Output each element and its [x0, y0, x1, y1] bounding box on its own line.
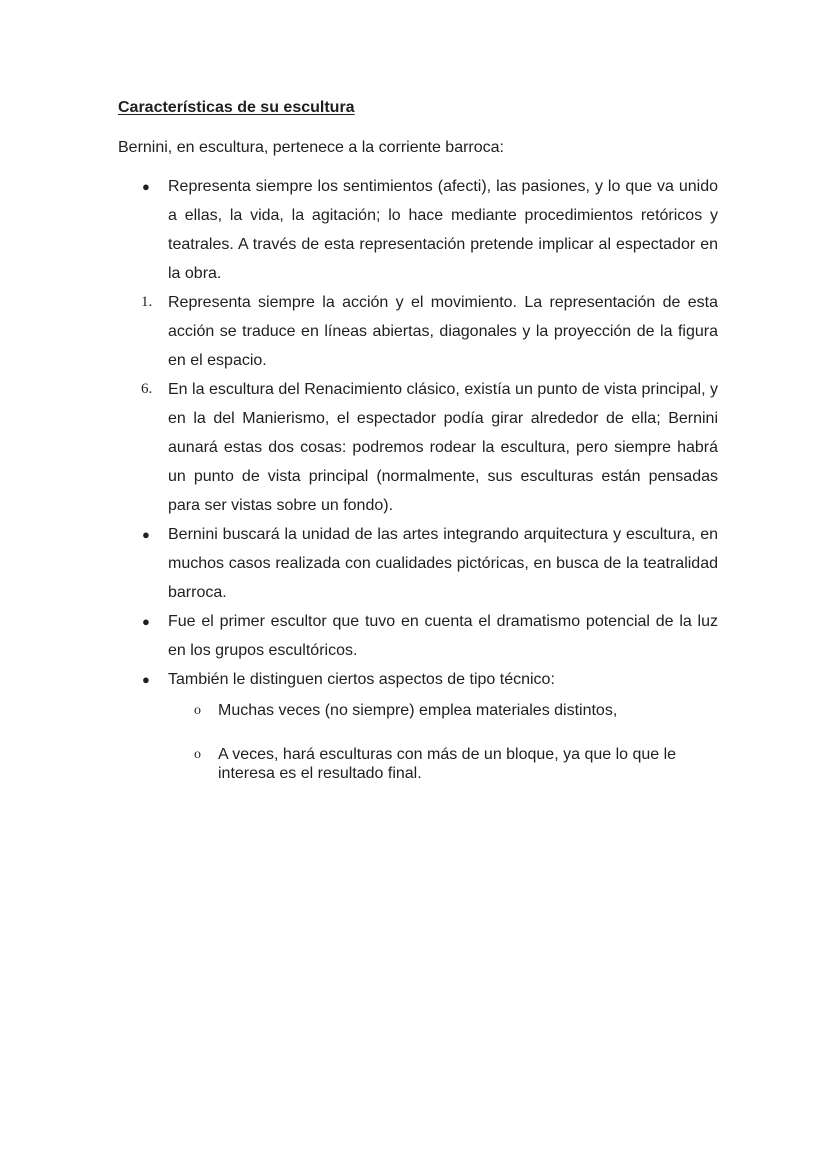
bullet-marker: ● — [142, 614, 150, 629]
bullet-marker: ● — [142, 179, 150, 194]
list-item — [118, 288, 718, 375]
list-item — [118, 520, 718, 607]
section-heading: Características de su escultura — [118, 99, 355, 116]
list-item-text: Bernini buscará la unidad de las artes integrando arquitectura y escultura, en muchos casos realizada con cualidades pictóricas, en busca de la teatralidad barroca. — [168, 526, 718, 601]
list-item — [118, 607, 718, 665]
sublist-item-text: A veces, hará esculturas con más de un bloque, ya que lo que le interesa es el resultado final. — [218, 746, 677, 782]
list-item-text: En la escultura del Renacimiento clásico, existía un punto de vista principal, y en la del Manierismo, el espectador podía girar alrededor de ella; Bernini aunará estas dos cosas: podremos rodear la escultura, pero siempre habrá un punto de vista principal (normalmente, sus esculturas están pensadas para ser vistas sobre un fondo). — [168, 381, 718, 514]
sublist-item — [118, 745, 718, 783]
characteristics-list — [118, 172, 718, 783]
list-item-text: Representa siempre la acción y el movimiento. La representación de esta acción se traduce en líneas abiertas, diagonales y la proyección de la figura en el espacio. — [168, 294, 718, 369]
sublist-item-text: Muchas veces (no siempre) emplea materiales distintos, — [218, 702, 618, 719]
list-item — [118, 375, 718, 520]
bullet-marker: ● — [142, 672, 150, 687]
intro-paragraph: Bernini, en escultura, pertenece a la corriente barroca: — [118, 139, 504, 156]
number-marker: 1. — [141, 294, 153, 310]
circle-marker: o — [194, 703, 201, 718]
bullet-marker: ● — [142, 527, 150, 542]
list-item-text: Representa siempre los sentimientos (afecti), las pasiones, y lo que va unido a ellas, la vida, la agitación; lo hace mediante procedimientos retóricos y teatrales. A través de esta representación pretende implicar al espectador en la obra. — [168, 178, 718, 282]
circle-marker: o — [194, 747, 201, 762]
number-marker: 6. — [141, 381, 153, 397]
list-item — [118, 172, 718, 288]
sublist-item — [118, 696, 718, 725]
technical-aspects-sublist — [118, 696, 718, 783]
list-item-text: También le distinguen ciertos aspectos de tipo técnico: — [168, 671, 555, 688]
list-item — [118, 665, 718, 694]
list-item-text: Fue el primer escultor que tuvo en cuenta el dramatismo potencial de la luz en los grupos escultóricos. — [168, 613, 718, 659]
